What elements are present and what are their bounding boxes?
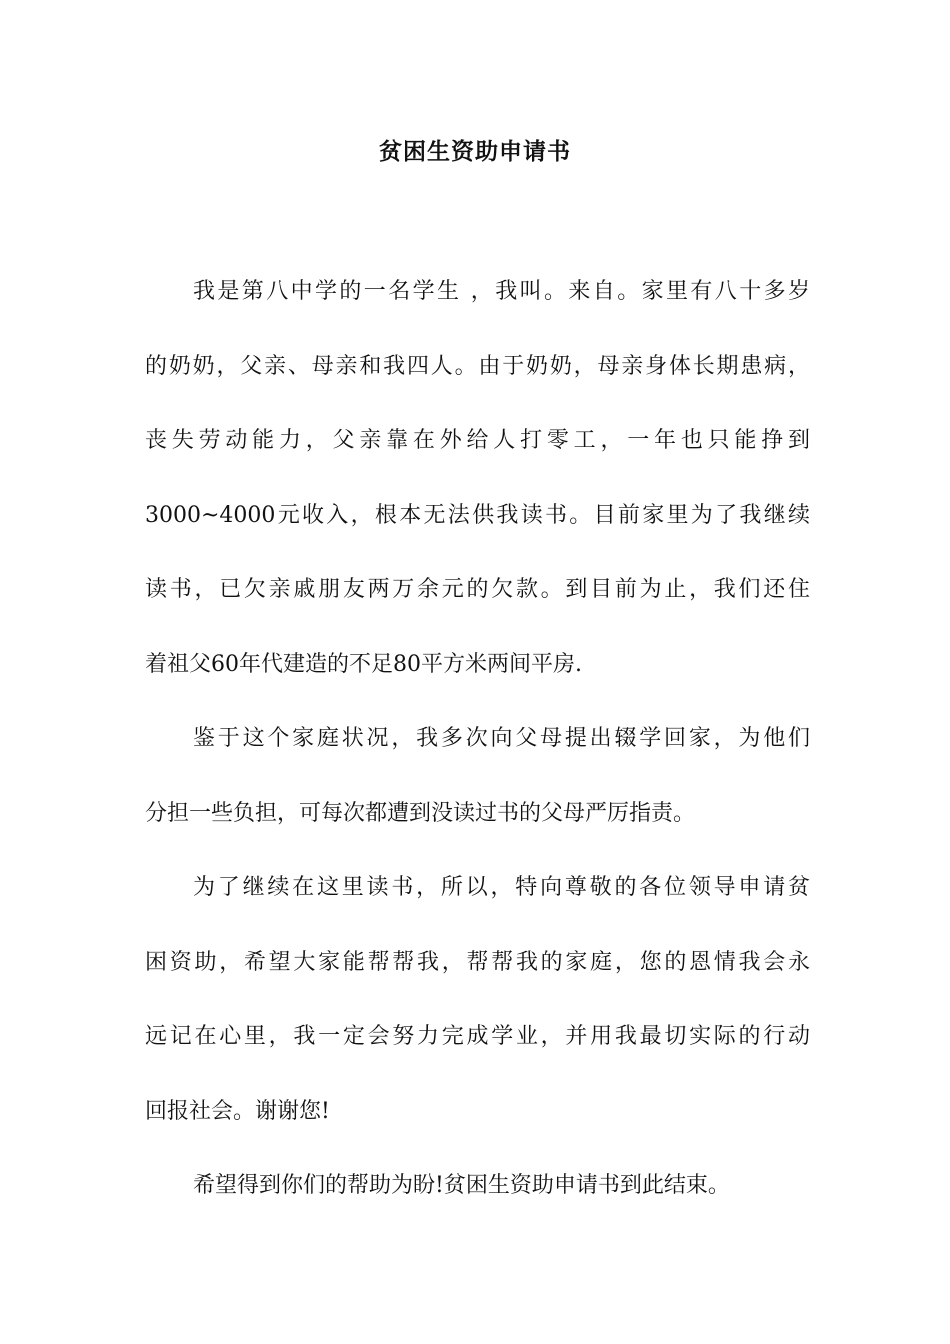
body-line: 我是第八中学的一名学生 ，我叫。来自。家里有八十多岁 [193, 279, 810, 304]
body-line: 读书，已欠亲戚朋友两万余元的欠款。到目前为止，我们还住 [145, 577, 810, 602]
body-line: 丧失劳动能力，父亲靠在外给人打零工，一年也只能挣到 [145, 428, 810, 453]
body-line: 希望得到你们的帮助为盼!贫困生资助申请书到此结束。 [193, 1173, 730, 1198]
body-line: 3000~4000元收入，根本无法供我读书。目前家里为了我继续 [145, 502, 810, 528]
body-line: 鉴于这个家庭状况，我多次向父母提出辍学回家，为他们 [193, 726, 810, 751]
body-line: 困资助，希望大家能帮帮我，帮帮我的家庭，您的恩情我会永 [145, 949, 810, 975]
document-title: 贫困生资助申请书 [379, 138, 571, 165]
body-line: 分担一些负担，可每次都遭到没读过书的父母严厉指责。 [145, 800, 696, 826]
body-line: 的奶奶，父亲、母亲和我四人。由于奶奶，母亲身体长期患病， [145, 353, 810, 379]
body-line: 为了继续在这里读书，所以，特向尊敬的各位领导申请贫 [193, 875, 810, 900]
document-body [145, 255, 810, 1224]
body-line: 着祖父60年代建造的不足80平方米两间平房. [145, 651, 582, 677]
body-line: 远记在心里，我一定会努力完成学业，并用我最切实际的行动 [145, 1024, 810, 1049]
body-line: 回报社会。谢谢您! [145, 1098, 330, 1124]
